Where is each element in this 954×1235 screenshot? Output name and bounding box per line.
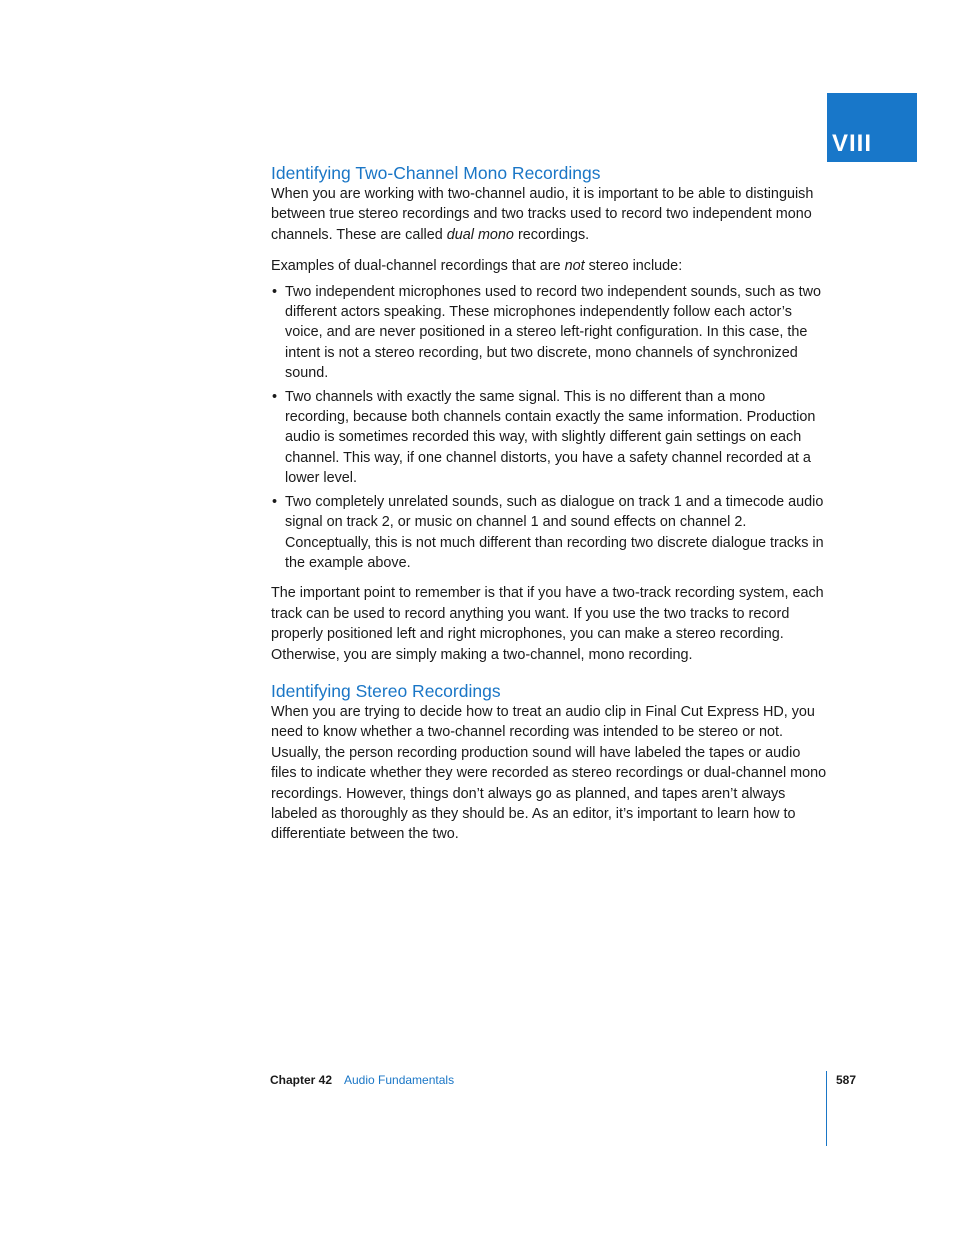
list-item: • Two channels with exactly the same signal. This is no different than a mono recording, because both channels contain exactly the same information. Production audio is sometimes recorded this way, with slightly different gain settings on each channel. This way, if one channel distorts, you have a safety channel recorded at a lower level. xyxy=(271,387,827,489)
footer-divider xyxy=(826,1071,827,1146)
section-heading-two-channel-mono: Identifying Two-Channel Mono Recordings xyxy=(271,163,601,183)
page-number: 587 xyxy=(836,1073,857,1087)
section-heading-stereo: Identifying Stereo Recordings xyxy=(271,680,501,701)
stereo-paragraph: When you are trying to decide how to treat an audio clip in Final Cut Express HD, you need to know whether a two-channel recording was intended to be stereo or not. Usually, the person recording production sound will have labeled the tapes or audio files to indicate whether they were recorded as stereo recordings or dual-channel mono recordings. However, things don’t always go as planned, and tapes aren’t always labeled as thoroughly as they should be. As an editor, it’s important to learn how to differentiate between the two. xyxy=(271,703,827,843)
intro-paragraph xyxy=(271,184,827,245)
examples-text-end: stereo include: xyxy=(584,258,683,275)
examples-emphasis: not xyxy=(564,258,585,275)
part-tab xyxy=(827,93,917,162)
list-item: • Two completely unrelated sounds, such as dialogue on track 1 and a timecode audio signal on track 2, or music on channel 1 and sound effects on channel 2. Conceptually, this is not much different than recording two discrete dialogue tracks in the example above. xyxy=(271,492,827,574)
examples-list xyxy=(271,282,827,574)
list-item: • Two independent microphones used to record two independent sounds, such as two different actors speaking. These microphones independently follow each actor’s voice, and are never positioned in a stereo left-right configuration. In this case, the intent is not a stereo recording, but two discrete, mono channels of synchronized sound. xyxy=(271,282,827,384)
examples-paragraph xyxy=(271,256,827,276)
intro-text: When you are working with two-channel audio, it is important to be able to distinguish between true stereo recordings and two tracks used to record two independent mono channels. These are called xyxy=(271,186,814,243)
footer-chapter: Chapter 42 xyxy=(270,1073,333,1087)
page-content xyxy=(271,162,827,845)
footer-chapter-title[interactable]: Audio Fundamentals xyxy=(344,1073,455,1087)
closing-paragraph: The important point to remember is that if you have a two-track recording system, each track can be used to record anything you want. If you use the two tracks to record properly positioned left and right microphones, you can make a stereo recording. Otherwise, you are simply making a two-channel, mono recording. xyxy=(271,585,824,663)
examples-text: Examples of dual-channel recordings that are xyxy=(271,258,565,275)
intro-text-end: recordings. xyxy=(513,226,590,243)
part-number: VIII xyxy=(832,130,873,157)
intro-emphasis: dual mono xyxy=(446,226,514,243)
